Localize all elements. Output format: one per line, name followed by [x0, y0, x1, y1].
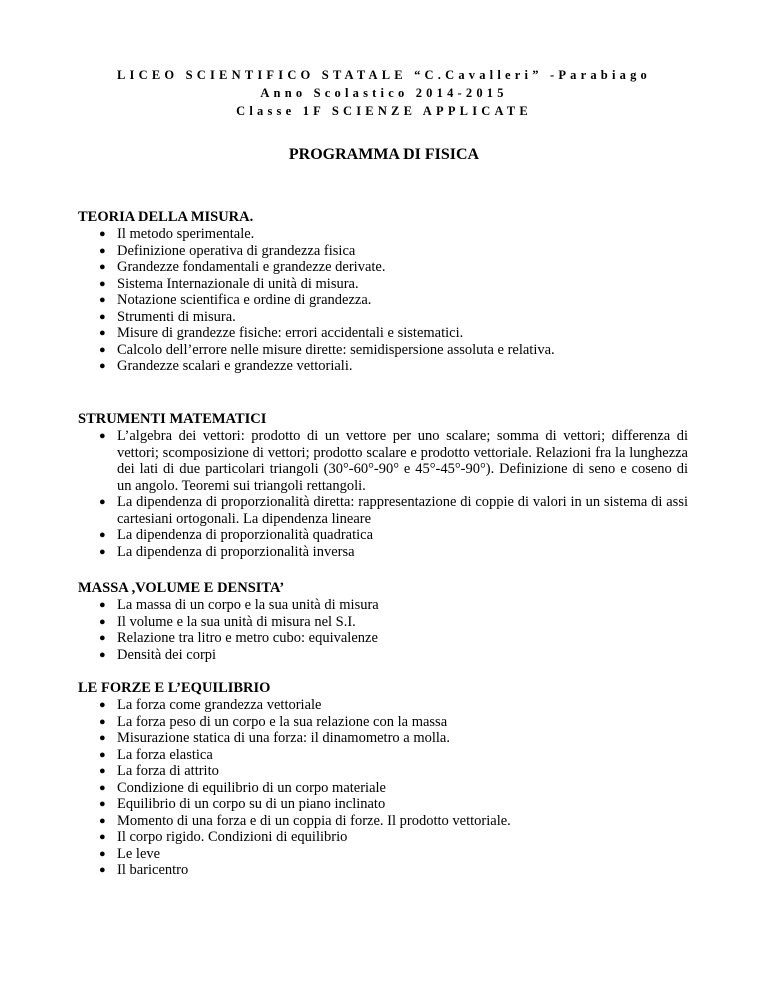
- bullet-icon: ●: [99, 648, 106, 661]
- bullet-icon: ●: [99, 699, 106, 711]
- list-item: ● La forza elastica: [99, 746, 213, 763]
- list-item: ● Momento di una forza e di un coppia di forze. Il prodotto vettoriale.: [99, 812, 511, 829]
- list-item: ● Densità dei corpi: [99, 646, 217, 663]
- section-heading: LE FORZE E L’EQUILIBRIO: [78, 680, 271, 696]
- list-item: ● Il corpo rigido. Condizioni di equilibrio: [99, 829, 348, 845]
- list-item: ● Definizione operativa di grandezza fisica: [99, 242, 356, 259]
- list-item: ● Relazione tra litro e metro cubo: equivalenze: [99, 630, 378, 646]
- bullet-icon: ●: [99, 864, 106, 876]
- list-item: ● Il volume e la sua unità di misura nel S.I.: [99, 613, 356, 630]
- list-item: ● Il baricentro: [99, 862, 189, 878]
- list-item: ● Le leve: [99, 845, 161, 862]
- list-item: ● Equilibrio di un corpo su di un piano inclinato: [99, 796, 386, 812]
- bullet-list: [78, 226, 688, 375]
- list-item: ● La forza peso di un corpo e la sua relazione con la massa: [99, 713, 448, 730]
- bullet-icon: ●: [99, 430, 106, 442]
- class-name: Classe 1F SCIENZE APPLICATE: [236, 104, 532, 118]
- bullet-icon: ●: [99, 798, 106, 810]
- bullet-icon: ●: [99, 599, 106, 611]
- bullet-icon: ●: [99, 496, 106, 508]
- bullet-icon: ●: [99, 831, 106, 843]
- list-item: ● Grandezze scalari e grandezze vettoriali.: [99, 358, 353, 374]
- list-item: ● Calcolo dell’errore nelle misure dirette: semidispersione assoluta e relativa.: [99, 341, 555, 358]
- section-heading: MASSA ,VOLUME E DENSITA’: [78, 580, 285, 596]
- list-item: ● La forza come grandezza vettoriale: [99, 697, 322, 713]
- list-item: ● Notazione scientifica e ordine di grandezza.: [99, 292, 372, 308]
- list-item: ● Misure di grandezze fisiche: errori accidentali e sistematici.: [99, 325, 464, 341]
- bullet-icon: ●: [99, 244, 106, 257]
- bullet-list: [78, 697, 688, 879]
- section-heading: STRUMENTI MATEMATICI: [78, 411, 267, 427]
- section-forze-equilibrio: [78, 679, 688, 879]
- bullet-icon: ●: [99, 814, 106, 827]
- bullet-icon: ●: [99, 529, 106, 541]
- bullet-icon: ●: [99, 310, 106, 323]
- section-massa-volume-densita: [78, 579, 688, 663]
- page-title: PROGRAMMA DI FISICA: [288, 146, 480, 163]
- list-item: ● Grandezze fondamentali e grandezze derivate.: [99, 259, 386, 275]
- list-item: ● Misurazione statica di una forza: il dinamometro a molla.: [99, 730, 450, 746]
- bullet-icon: ●: [99, 261, 106, 273]
- bullet-icon: ●: [99, 732, 106, 744]
- list-item: ● Il metodo sperimentale.: [99, 226, 255, 242]
- bullet-list: [78, 428, 688, 560]
- list-item: ● La forza di attrito: [99, 763, 219, 779]
- bullet-icon: ●: [99, 748, 106, 761]
- list-item: ● L’algebra dei vettori: prodotto di un vettore per uno scalare; somma di vettori; differenza di vettori; scomposizione di vettori; prodotto scalare e prodotto vettoriale. Relazioni fra la lunghezza dei lati di due particolari triangoli (30°-60°-90° e 45°-45°-90°). Definizione di seno e coseno di un angolo. Teoremi sui triangoli rettangoli.: [99, 428, 688, 494]
- list-item: ● La dipendenza di proporzionalità quadratica: [99, 527, 374, 543]
- bullet-icon: ●: [99, 545, 106, 558]
- list-item: ● Strumenti di misura.: [99, 308, 236, 325]
- section-strumenti-matematici: [78, 410, 688, 560]
- list-item: ● La dipendenza di proporzionalità inversa: [99, 543, 355, 560]
- list-item: ● Condizione di equilibrio di un corpo materiale: [99, 779, 386, 796]
- section-heading: TEORIA DELLA MISURA.: [78, 209, 254, 225]
- bullet-icon: ●: [99, 327, 106, 339]
- bullet-icon: ●: [99, 715, 106, 728]
- bullet-icon: ●: [99, 615, 106, 628]
- bullet-list: [78, 597, 688, 663]
- bullet-icon: ●: [99, 847, 106, 860]
- bullet-icon: ●: [99, 277, 106, 290]
- bullet-icon: ●: [99, 294, 106, 306]
- list-item: ● Sistema Internazionale di unità di misura.: [99, 275, 359, 292]
- bullet-icon: ●: [99, 228, 106, 240]
- bullet-icon: ●: [99, 360, 106, 372]
- bullet-icon: ●: [99, 781, 106, 794]
- bullet-icon: ●: [99, 343, 106, 356]
- school-year: Anno Scolastico 2014-2015: [260, 86, 508, 100]
- section-teoria-misura: [78, 208, 688, 375]
- bullet-icon: ●: [99, 632, 106, 644]
- list-item: ● La dipendenza di proporzionalità diretta: rappresentazione di coppie di valori in un sistema di assi cartesiani ortogonali. La dipendenza lineare: [99, 494, 688, 527]
- bullet-icon: ●: [99, 765, 106, 777]
- school-name: LICEO SCIENTIFICO STATALE “C.Cavalleri” -Parabiago: [117, 68, 651, 82]
- list-item: ● La massa di un corpo e la sua unità di misura: [99, 597, 379, 613]
